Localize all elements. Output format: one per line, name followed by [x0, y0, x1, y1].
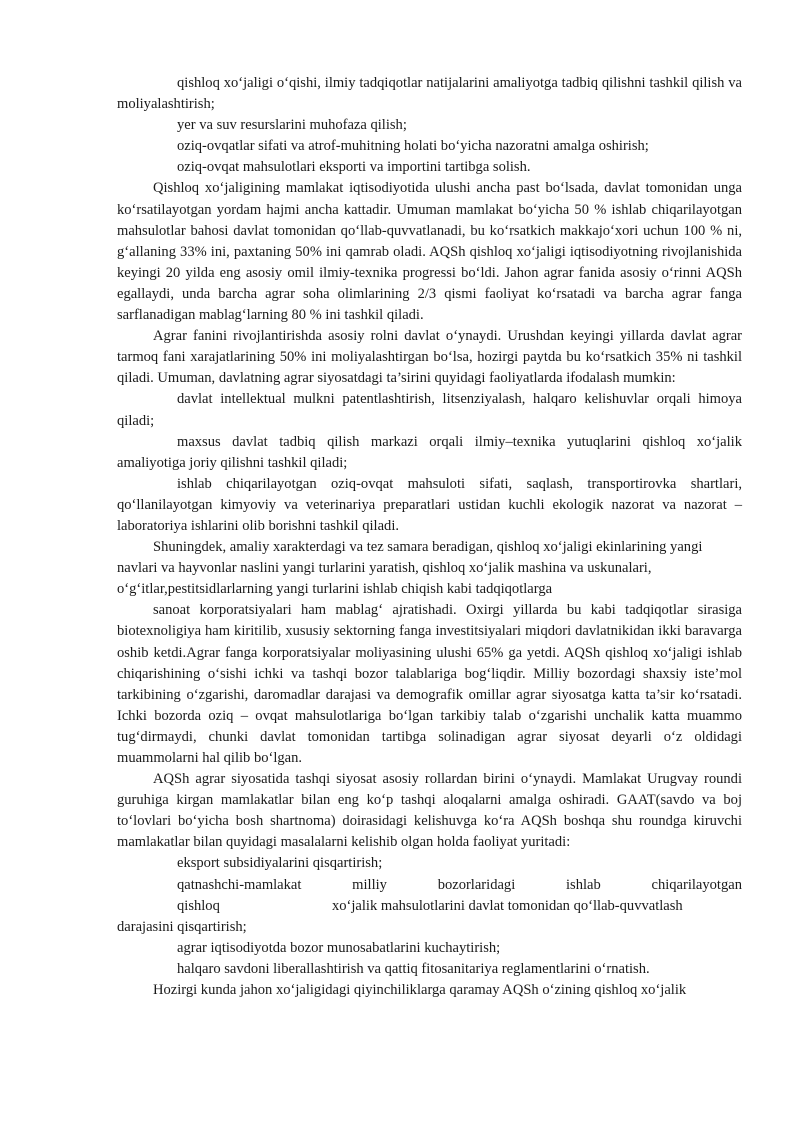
- list-item: agrar iqtisodiyotda bozor munosabatlarini kuchaytirish;: [177, 939, 501, 956]
- word: qatnashchi-mamlakat: [177, 876, 302, 893]
- list-item: eksport subsidiyalarini qisqartirish;: [177, 855, 383, 872]
- paragraph: sanoat korporatsiyalari ham mablag‘ ajratishadi. Oxirgi yillarda bu kabi tadqiqotlar sirasiga biotexnoligiya ham kiritilib, xususiy sektorning fanga investitsiyalari miqdori davlatnikidan ikki baravarga oshib ketdi.Agrar fanga korporatsiyalar moliyasining ulushi 65% ga yetdi. AQSh qishloq xo‘jaligi ishlab chiqarishining o‘sishi ichki va tashqi bozor talablariga bog‘liqdir. Milliy bozordagi shaxsiy iste’mol tarkibining o‘zgarishi, daromadlar darajasi va demografik omillar agrar siyosatga katta ta’sir ko‘rsatadi. Ichki bozorda oziq – ovqat mahsulotlariga bo‘lgan tarkibiy talab o‘zgarishi unchalik katta muammo tug‘dirmaydi, chunki davlat tomonidan tartibga solinadigan agrar siyosat deyarli o‘z oldidagi muammolarni hal qilib bo‘lgan.: [117, 602, 742, 766]
- list-item: yer va suv resurslarini muhofaza qilish;: [177, 117, 407, 134]
- paragraph: qishloq xo‘jaligi o‘qishi, ilmiy tadqiqotlar natijalarini amaliyotga tadbiq qilishni tashkil qilish va moliyalashtirish;: [117, 75, 742, 113]
- list-item: oziq-ovqat mahsulotlari eksporti va importini tartibga solish.: [177, 159, 531, 176]
- list-item-continuation: darajasini qisqartirish;: [117, 918, 247, 935]
- list-item: ishlab chiqarilayotgan oziq-ovqat mahsuloti sifati, saqlash, transportirovka shartlari, qo‘llanilayotgan kimyoviy va veterinariya preparatlari ustidan kuchli ekologik nazorat va nazorat – laboratoriya ishlarini olib borishni tashkil qiladi.: [117, 475, 742, 534]
- paragraph: Qishloq xo‘jaligining mamlakat iqtisodiyotida ulushi ancha past bo‘lsada, davlat tomonidan unga ko‘rsatilayotgan yordam hajmi ancha kattadir. Umuman mamlakat bo‘yicha 50 % ishlab chiqarilayotgan mahsulotlar bahosi davlat tomonidan qo‘llab-quvvatlanadi, bu ko‘rsatkich makkajo‘xori uchun 100 % ni, g‘allaning 33% ini, paxtaning 50% ini qamrab oladi. AQSh qishloq xo‘jaligi iqtisodiyotning rivojlanishida keyingi 20 yilda eng asosiy omil ilmiy-texnika progressi bo‘ldi. Jahon agrar fanida asosiy o‘rinni AQSh egallaydi, unda barcha agrar soha olimlarining 2/3 qismi faoliyat ko‘rsatadi va barcha agrar fanga sarflanadigan mablag‘larning 80 % ini tashkil qiladi.: [117, 180, 742, 324]
- paragraph: AQSh agrar siyosatida tashqi siyosat asosiy rollardan birini o‘ynaydi. Mamlakat Urugvay roundi guruhiga kirgan mamlakatlar bilan eng ko‘p tashqi aloqalarni amalga oshiradi. GAAT(savdo va boj to‘lovlari bo‘yicha bosh shartnoma) doirasidagi kelishuvga ko‘ra AQSh boshqa shu roundga kiruvchi mamlakatlar bilan quyidagi masalalarni kelishib olgan holda faoliyat yuritadi:: [117, 771, 742, 851]
- word: chiqarilayotgan: [651, 876, 742, 893]
- word: qishloq: [177, 897, 220, 914]
- word: ishlab: [566, 876, 601, 893]
- list-item-spread-line: [117, 875, 742, 896]
- word: milliy: [352, 876, 387, 893]
- list-item-split-line: [117, 896, 742, 917]
- list-item: davlat intellektual mulkni patentlashtirish, litsenziyalash, halqaro kelishuvlar orqali himoya qiladi;: [117, 391, 742, 429]
- list-item: oziq-ovqatlar sifati va atrof-muhitning holati bo‘yicha nazoratni amalga oshirish;: [177, 138, 649, 155]
- paragraph: Hozirgi kunda jahon xo‘jaligidagi qiyinchiliklarga qaramay AQSh o‘zining qishloq xo‘jalik: [153, 982, 687, 999]
- phrase: xo‘jalik mahsulotlarini davlat tomonidan qo‘llab-quvvatlash: [332, 897, 683, 914]
- paragraph: Shuningdek, amaliy xarakterdagi va tez samara beradigan, qishloq xo‘jaligi ekinlarining yangi navlari va hayvonlar naslini yangi turlarini yaratish, qishloq xo‘jalik mashina va uskunalari, o‘g‘itlar,pestitsidlarlarning yangi turlarini ishlab chiqish kabi tadqiqotlarga: [117, 539, 703, 598]
- list-item: halqaro savdoni liberallashtirish va qattiq fitosanitariya reglamentlarini o‘rnatish.: [177, 960, 650, 977]
- word: bozorlaridagi: [437, 876, 516, 893]
- paragraph: Agrar fanini rivojlantirishda asosiy rolni davlat o‘ynaydi. Urushdan keyingi yillarda davlat agrar tarmoq fani xarajatlarining 50% ini moliyalashtirgan bo‘lsa, hozirgi paytda bu ko‘rsatkich 35% ni tashkil qiladi. Umuman, davlatning agrar siyosatdagi ta’sirini quyidagi faoliyatlarda ifodalash mumkin:: [117, 328, 742, 387]
- document-body: [117, 73, 742, 1001]
- list-item: maxsus davlat tadbiq qilish markazi orqali ilmiy–texnika yutuqlarini qishloq xo‘jalik amaliyotiga joriy qilishni tashkil qiladi;: [117, 433, 742, 471]
